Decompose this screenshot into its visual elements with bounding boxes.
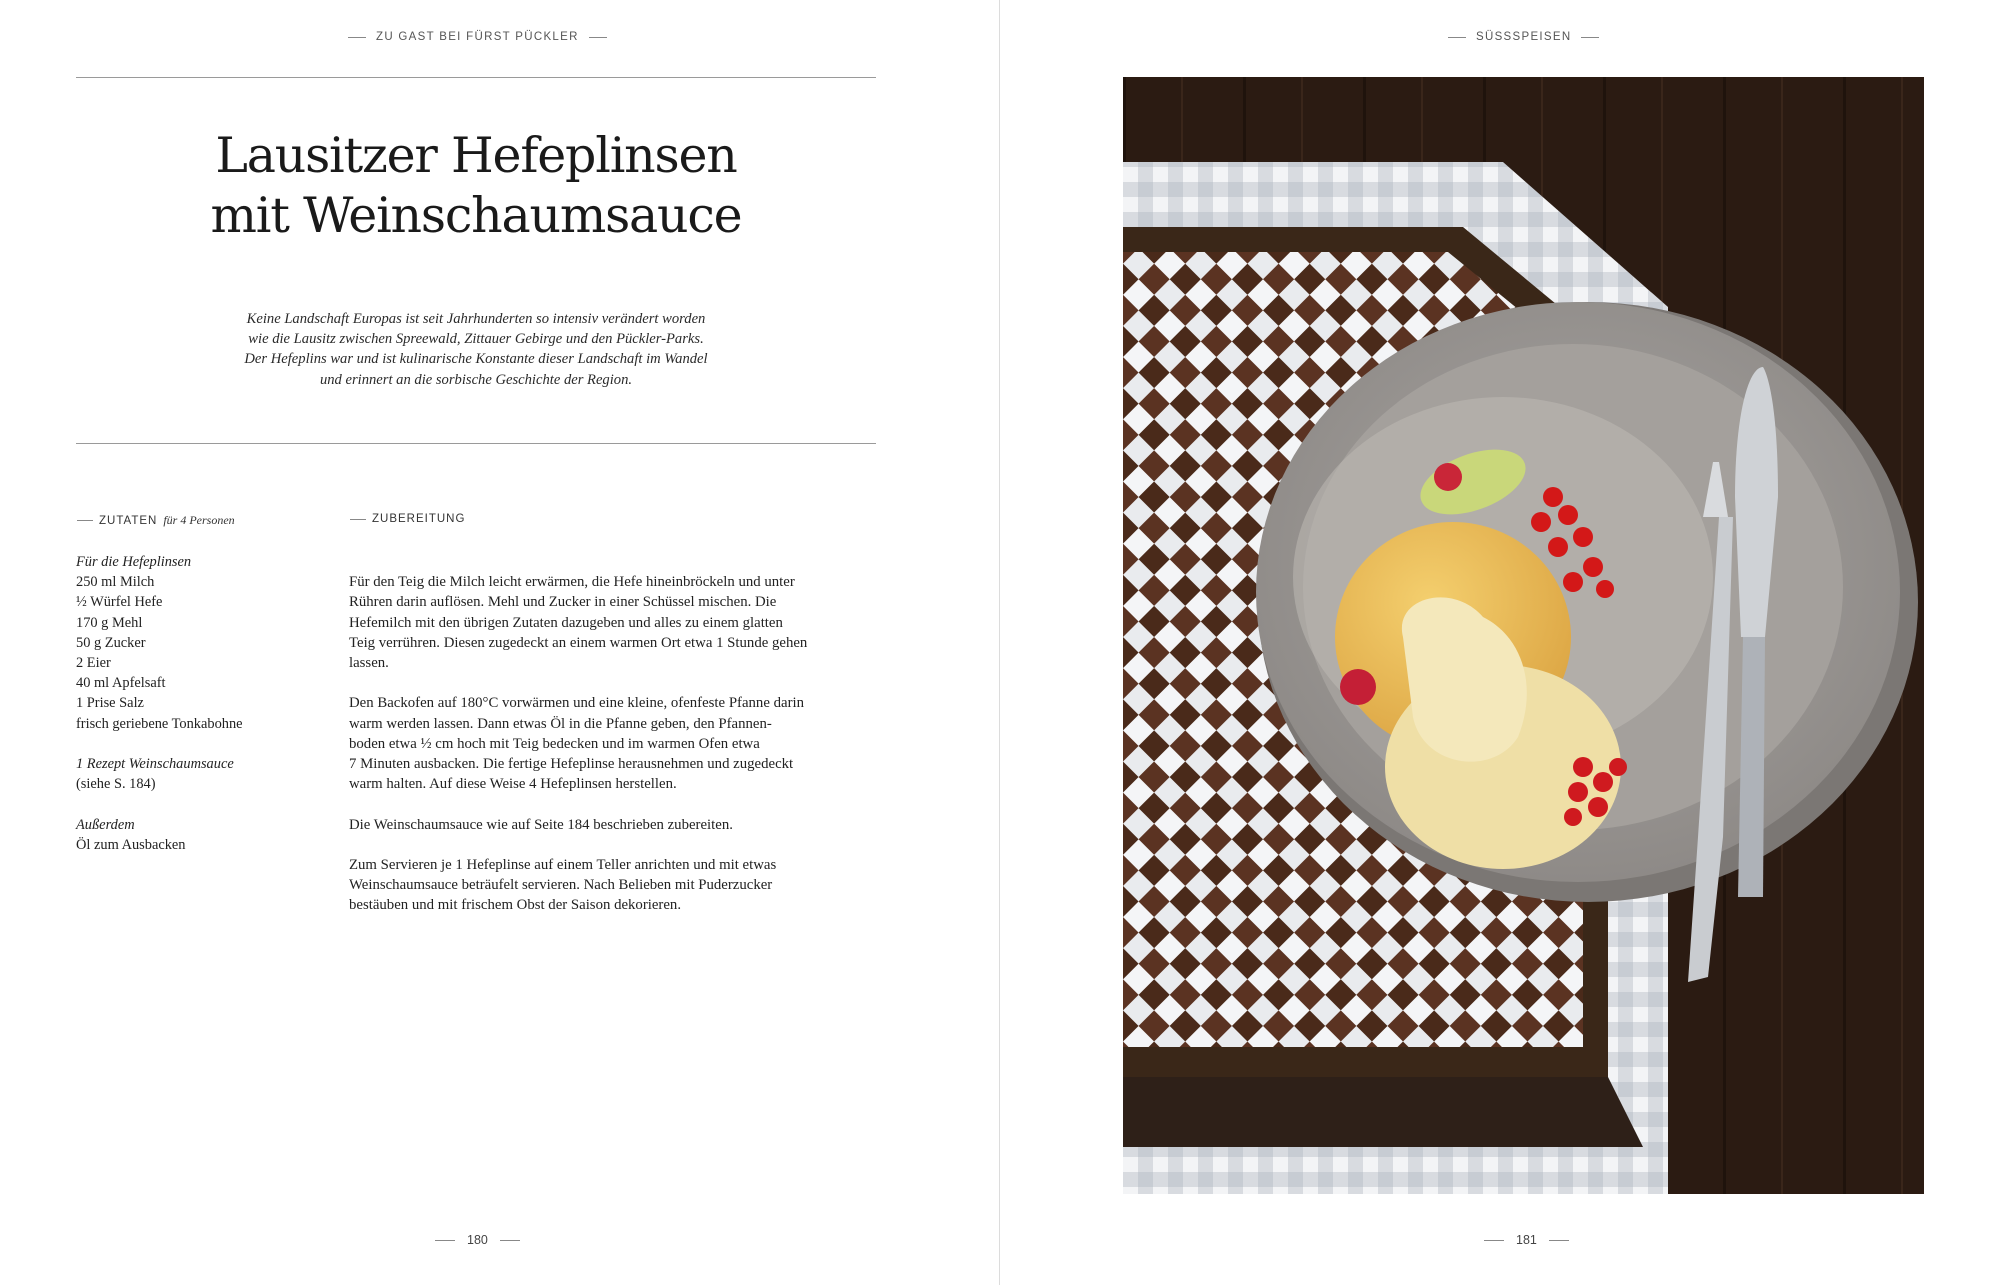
- raspberry-icon: [1340, 669, 1376, 705]
- intro-line: Der Hefeplins war und ist kulinarische Konstante dieser Landschaft im Wandel: [244, 351, 708, 368]
- ingredient-group: [76, 754, 306, 794]
- step-line: Die Weinschaumsauce wie auf Seite 184 beschrieben zubereiten.: [349, 816, 733, 833]
- ingredient-group-heading: 1 Rezept Weinschaumsauce: [76, 756, 234, 773]
- intro-line: wie die Lausitz zwischen Spreewald, Zittauer Gebirge und den Pückler-Parks.: [248, 331, 704, 348]
- middle-rule: [76, 443, 876, 444]
- page-number-text: 180: [467, 1233, 488, 1247]
- ingredient-item: 1 Prise Salz: [76, 695, 144, 712]
- raspberry-icon: [1434, 463, 1462, 491]
- ingredient-group: [76, 552, 306, 734]
- recipe-title: [76, 126, 876, 246]
- preparation-label-text: ZUBEREITUNG: [372, 513, 466, 525]
- step-line: Teig verrühren. Diesen zugedeckt an einem warmen Ort etwa 1 Stunde gehen: [349, 634, 808, 651]
- running-head-left: [348, 31, 607, 43]
- step-line: warm halten. Auf diese Weise 4 Hefeplinsen herstellen.: [349, 776, 677, 793]
- ingredient-item: 40 ml Apfelsaft: [76, 675, 166, 692]
- ingredient-item: 2 Eier: [76, 655, 111, 672]
- ingredient-item: ½ Würfel Hefe: [76, 594, 163, 611]
- running-head-text: ZU GAST BEI FÜRST PÜCKLER: [376, 31, 579, 43]
- step-line: bestäuben und mit frischem Obst der Saison dekorieren.: [349, 897, 682, 914]
- ingredients-list: [76, 552, 306, 875]
- page-number-left: [435, 1233, 520, 1247]
- ingredient-item: 250 ml Milch: [76, 574, 155, 591]
- ingredient-group-heading: Außerdem: [76, 816, 135, 833]
- running-head-right: [1448, 31, 1599, 43]
- title-line: Lausitzer Hefeplinsen: [215, 127, 737, 184]
- left-page: [0, 0, 999, 1285]
- step-line: Rühren darin auflösen. Mehl und Zucker in einer Schüssel mischen. Die: [349, 594, 777, 611]
- step-line: warm werden lassen. Dann etwas Öl in die Pfanne geben, den Pfannen-: [349, 715, 772, 732]
- step-line: Hefemilch mit den übrigen Zutaten dazugeben und alles zu einem glatten: [349, 614, 783, 631]
- step-line: boden etwa ½ cm hoch mit Teig bedecken und im warmen Ofen etwa: [349, 735, 760, 752]
- running-head-text: SÜSSSPEISEN: [1476, 31, 1572, 43]
- ingredient-group-heading: Für die Hefeplinsen: [76, 554, 192, 570]
- step-line: Zum Servieren je 1 Hefeplinse auf einem Teller anrichten und mit etwas: [349, 856, 777, 873]
- dash-decoration: [350, 519, 366, 520]
- ingredient-item: 170 g Mehl: [76, 614, 143, 631]
- servings-note: für 4 Personen: [163, 513, 235, 527]
- preparation-label: [350, 513, 465, 525]
- step-line: Für den Teig die Milch leicht erwärmen, die Hefe hineinbröckeln und unter: [349, 574, 795, 591]
- title-line: mit Weinschaumsauce: [210, 187, 742, 244]
- dash-decoration: [1549, 1240, 1569, 1241]
- preparation-steps: [349, 552, 879, 936]
- top-rule: [76, 77, 876, 78]
- intro-line: Keine Landschaft Europas ist seit Jahrhunderten so intensiv verändert worden: [246, 311, 706, 327]
- dash-decoration: [435, 1240, 455, 1241]
- ingredient-item: 50 g Zucker: [76, 634, 146, 651]
- dash-decoration: [1448, 37, 1466, 38]
- intro-line: und erinnert an die sorbische Geschichte der Region.: [319, 371, 633, 388]
- ingredients-label: [77, 513, 235, 528]
- step-line: Den Backofen auf 180°C vorwärmen und eine kleine, ofenfeste Pfanne darin: [349, 695, 805, 712]
- ingredients-label-text: ZUTATEN: [99, 514, 158, 527]
- step-line: Weinschaumsauce beträufelt servieren. Nach Belieben mit Puderzucker: [349, 877, 773, 894]
- dash-decoration: [1581, 37, 1599, 38]
- ingredient-item: frisch geriebene Tonkabohne: [76, 715, 243, 732]
- right-page: [1000, 0, 2000, 1285]
- step-line: lassen.: [349, 655, 389, 671]
- tray-shadow: [1123, 1077, 1643, 1147]
- page-number-right: [1484, 1233, 1569, 1247]
- step-line: 7 Minuten ausbacken. Die fertige Hefeplinse herausnehmen und zugedeckt: [349, 756, 794, 772]
- intro-text: [206, 309, 746, 390]
- ingredient-group: [76, 815, 306, 855]
- page-number-text: 181: [1516, 1233, 1537, 1247]
- dish-photo: [1123, 77, 1924, 1194]
- ingredient-item: Öl zum Ausbacken: [76, 836, 186, 853]
- dash-decoration: [77, 520, 93, 521]
- dash-decoration: [348, 37, 366, 38]
- dash-decoration: [589, 37, 607, 38]
- dash-decoration: [1484, 1240, 1504, 1241]
- ingredient-item: (siehe S. 184): [76, 776, 156, 793]
- dash-decoration: [500, 1240, 520, 1241]
